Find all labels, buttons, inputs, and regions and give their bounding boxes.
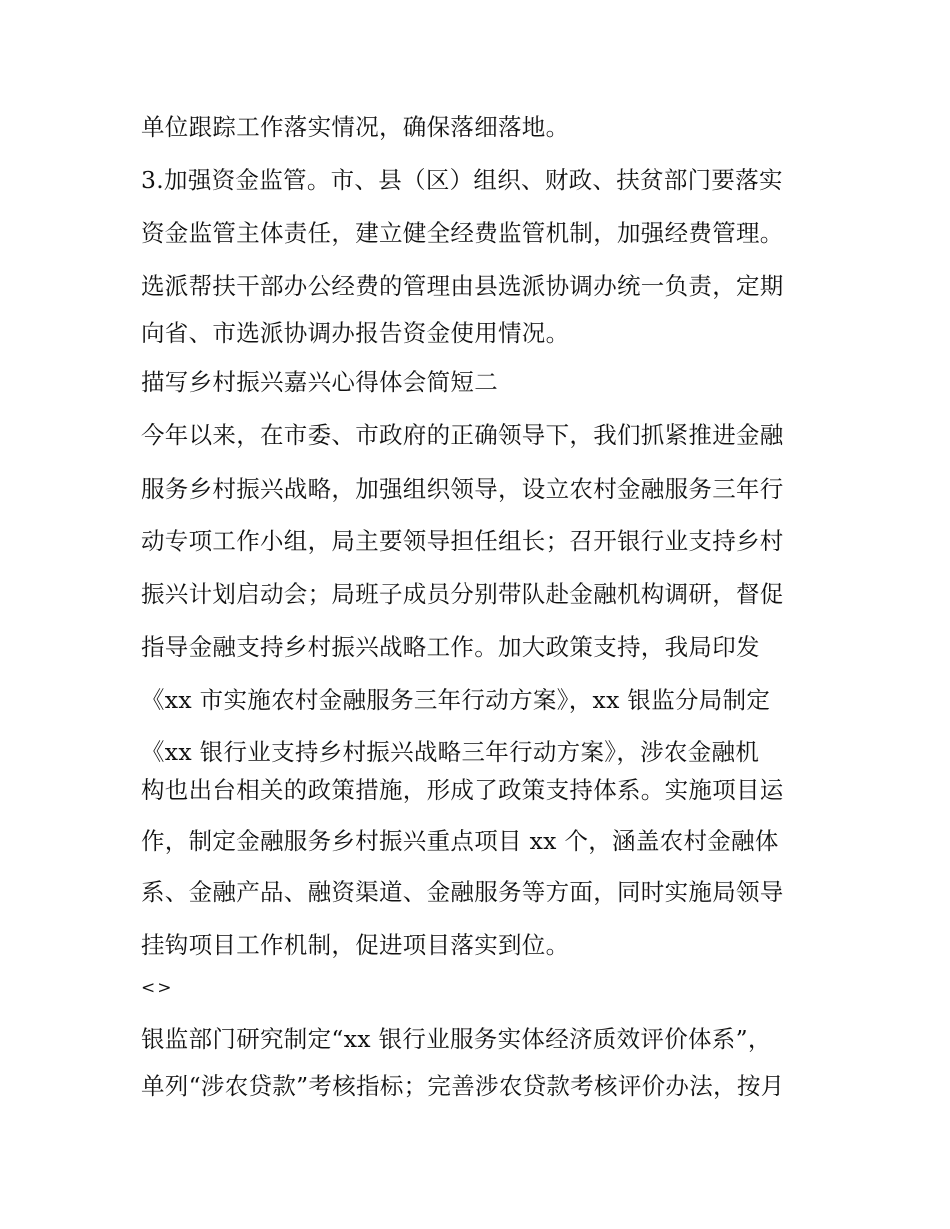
text-line: 资金监管主体责任，建立健全经费监管机制，加强经费管理。 (141, 219, 784, 247)
text-line: 今年以来，在市委、市政府的正确领导下，我们抓紧推进金融 (141, 421, 784, 449)
text-line: 《xx 市实施农村金融服务三年行动方案》，xx 银监分局制定 (141, 686, 771, 714)
text-line: 银监部门研究制定“xx 银行业服务实体经济质效评价体系”， (141, 1025, 772, 1053)
text-line: 振兴计划启动会；局班子成员分别带队赴金融机构调研，督促 (141, 580, 784, 608)
text-line: 构也出台相关的政策措施，形成了政策支持体系。实施项目运 (141, 776, 784, 804)
text-line: 单位跟踪工作落实情况，确保落细落地。 (141, 113, 570, 141)
text-line: 《xx 银行业支持乡村振兴战略三年行动方案》，涉农金融机 (141, 738, 760, 766)
text-line: 作，制定金融服务乡村振兴重点项目 xx 个，涵盖农村金融体 (141, 827, 779, 855)
text-line: 向省、市选派协调办报告资金使用情况。 (141, 319, 570, 347)
text-line: 系、金融产品、融资渠道、金融服务等方面，同时实施局领导 (141, 878, 784, 906)
text-line: 3.加强资金监管。市、县（区）组织、财政、扶贫部门要落实 (141, 166, 783, 194)
text-line: 指导金融支持乡村振兴战略工作。加大政策支持，我局印发 (141, 633, 760, 661)
placeholder-marker: <> (141, 978, 174, 998)
text-line: 选派帮扶干部办公经费的管理由县选派协调办统一负责，定期 (141, 272, 784, 300)
text-line: 服务乡村振兴战略，加强组织领导，设立农村金融服务三年行 (141, 475, 784, 503)
text-line: 挂钩项目工作机制，促进项目落实到位。 (141, 931, 570, 959)
text-line: 单列“涉农贷款”考核指标；完善涉农贷款考核评价办法，按月 (141, 1072, 785, 1100)
text-line: 动专项工作小组，局主要领导担任组长；召开银行业支持乡村 (141, 527, 784, 555)
section-heading: 描写乡村振兴嘉兴心得体会简短二 (141, 368, 498, 396)
